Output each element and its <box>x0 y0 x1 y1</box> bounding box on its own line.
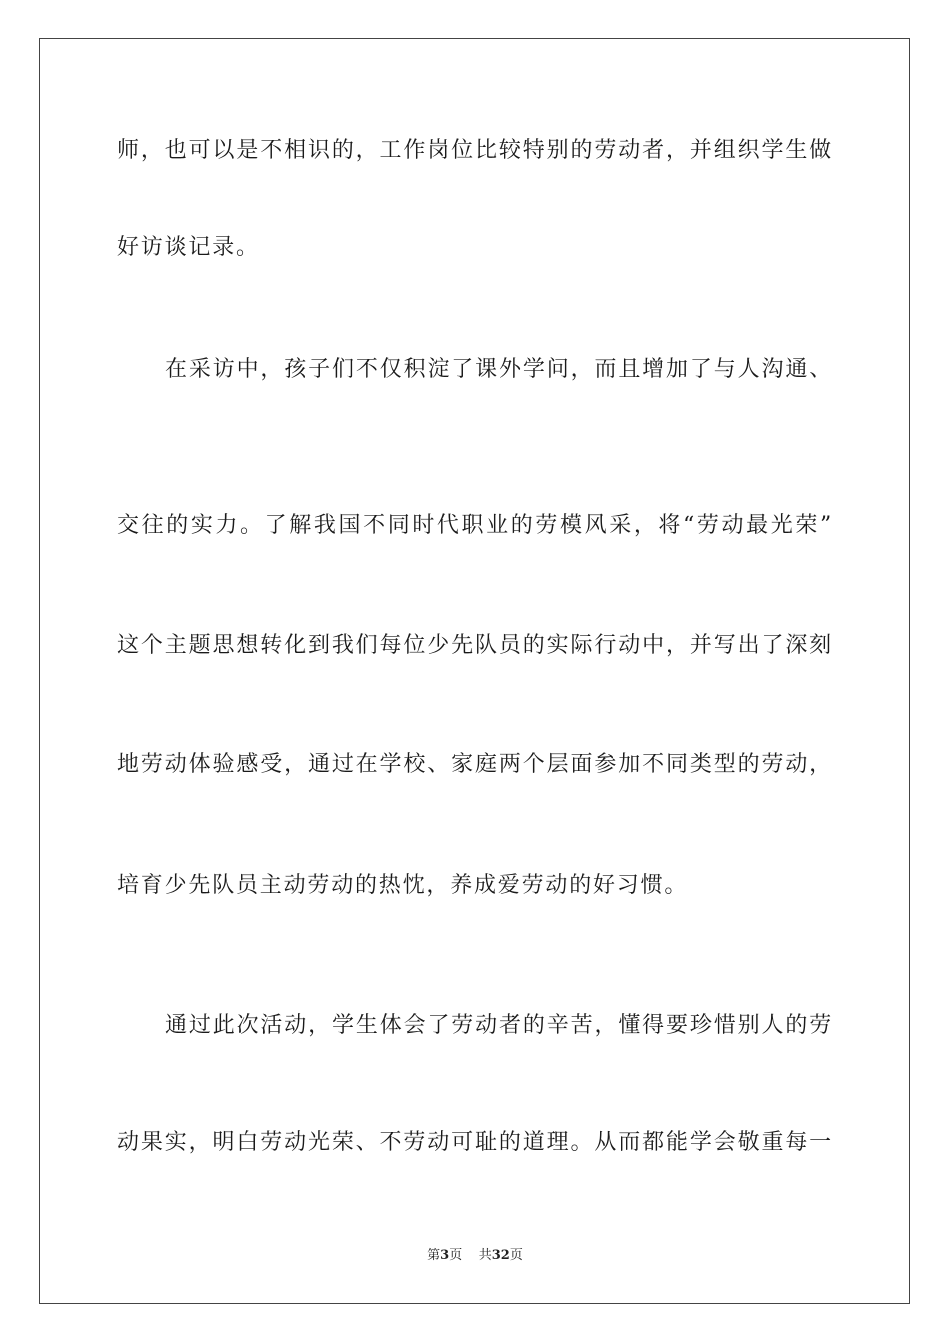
paragraph-2-line-2: 交往的实力。了解我国不同时代职业的劳模风采，将“劳动最光荣” <box>117 513 833 538</box>
paragraph-2-line-1: 在采访中，孩子们不仅积淀了课外学问，而且增加了与人沟通、 <box>165 357 833 382</box>
page-border <box>39 38 910 1304</box>
footer-page-suffix: 页 <box>449 1248 463 1263</box>
paragraph-2-line-3: 这个主题思想转化到我们每位少先队员的实际行动中，并写出了深刻 <box>117 633 833 658</box>
footer-page-prefix: 第 <box>427 1248 441 1263</box>
paragraph-1-line-2: 好访谈记录。 <box>117 235 260 260</box>
paragraph-1-line-1: 师，也可以是不相识的，工作岗位比较特别的劳动者，并组织学生做 <box>117 138 833 163</box>
paragraph-2-line-5: 培育少先队员主动劳动的热忱，养成爱劳动的好习惯。 <box>117 873 689 898</box>
paragraph-2-line-4: 地劳动体验感受，通过在学校、家庭两个层面参加不同类型的劳动， <box>117 752 833 777</box>
footer-page-number: 3 <box>440 1248 450 1263</box>
paragraph-3-line-1: 通过此次活动，学生体会了劳动者的辛苦，懂得要珍惜别人的劳 <box>165 1013 833 1038</box>
page-footer <box>0 1248 950 1264</box>
footer-total-prefix: 共 <box>478 1248 492 1263</box>
paragraph-3-line-2: 动果实，明白劳动光荣、不劳动可耻的道理。从而都能学会敬重每一 <box>117 1130 833 1155</box>
footer-total-pages: 32 <box>491 1248 510 1263</box>
footer-total-suffix: 页 <box>509 1248 523 1263</box>
